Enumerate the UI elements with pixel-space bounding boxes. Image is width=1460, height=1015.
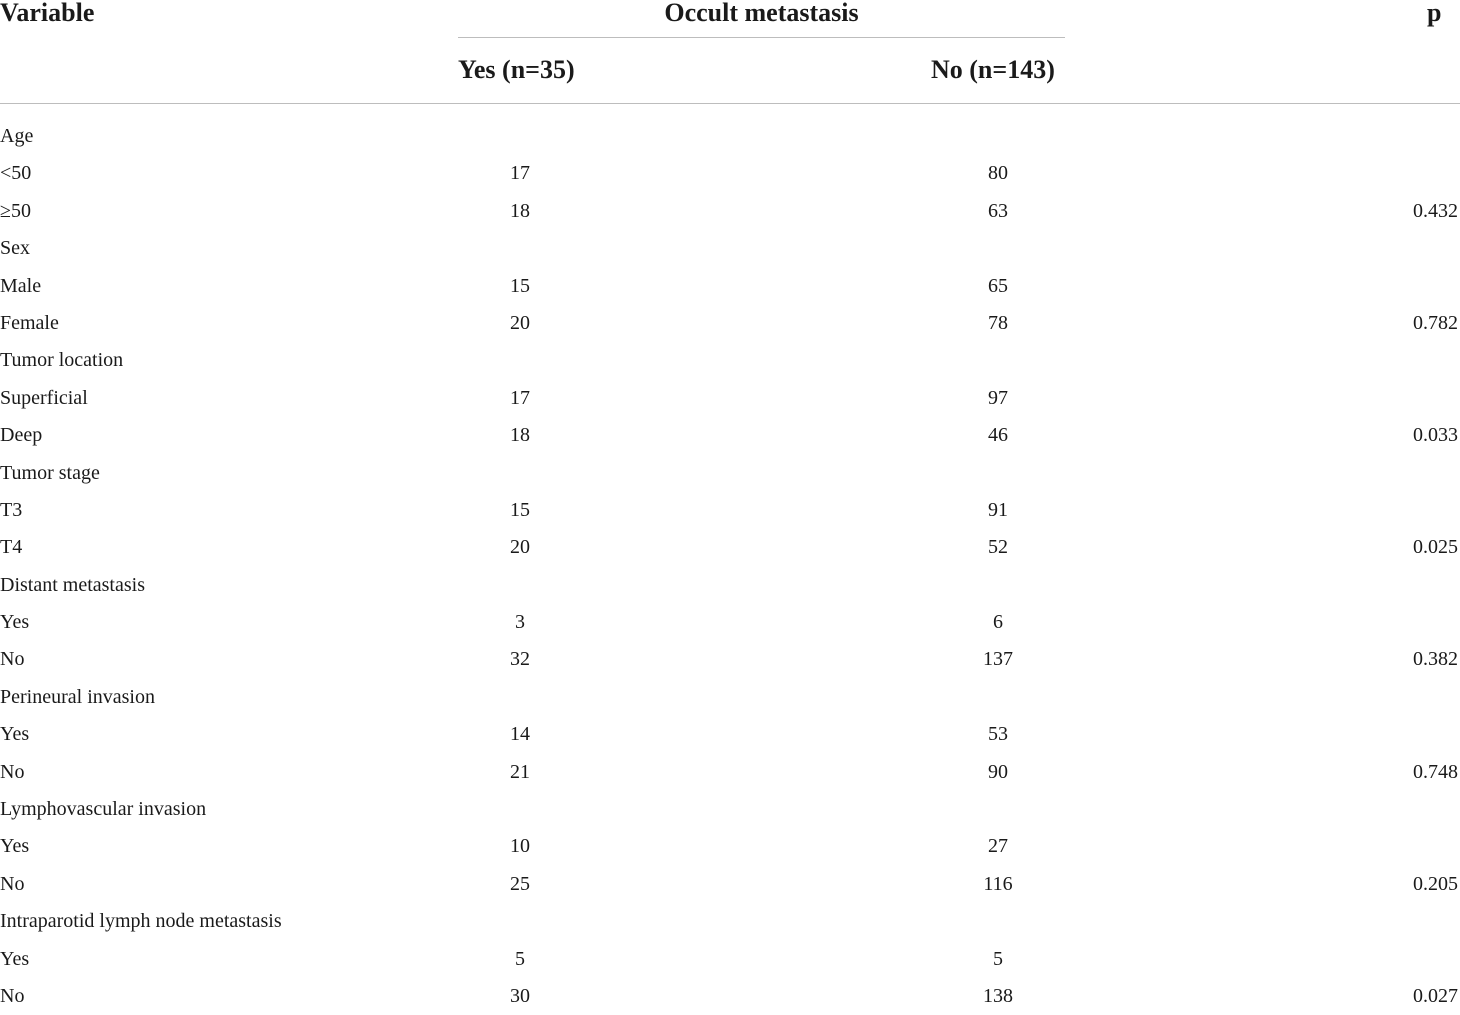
row-label: Perineural invasion [0,685,155,708]
group-header-divider [458,37,1065,38]
cell-no: 6 [993,611,1003,634]
table-row [0,268,1460,305]
table-row [0,455,1460,492]
row-label: Superficial [0,386,88,409]
cell-p-value: 0.382 [1413,648,1458,671]
row-label: Deep [0,424,43,447]
row-label: Distant metastasis [0,573,145,596]
row-label: No [0,648,25,671]
table-row [0,754,1460,791]
table-row [0,305,1460,342]
cell-yes: 25 [510,872,530,895]
table-row [0,866,1460,903]
table-row [0,828,1460,865]
row-label: Sex [0,237,30,260]
cell-p-value: 0.027 [1413,984,1458,1007]
cell-no: 137 [983,648,1013,671]
table-row [0,230,1460,267]
table-row [0,903,1460,940]
cell-no: 46 [988,424,1008,447]
table-row [0,118,1460,155]
row-label: Male [0,274,42,297]
cell-no: 78 [988,311,1008,334]
table-row [0,716,1460,753]
row-label: Tumor stage [0,461,100,484]
cell-yes: 20 [510,311,530,334]
row-label: No [0,760,25,783]
column-group-header-occult-metastasis: Occult metastasis [664,0,859,27]
row-label: Tumor location [0,349,124,372]
cell-no: 63 [988,199,1008,222]
table-row [0,941,1460,978]
table-body [0,118,1460,1015]
table-row [0,492,1460,529]
row-label: ≥50 [0,199,31,222]
row-label: No [0,984,25,1007]
cell-p-value: 0.033 [1413,424,1458,447]
cell-no: 138 [983,984,1013,1007]
cell-p-value: 0.748 [1413,760,1458,783]
row-label: Yes [0,611,30,634]
table-row [0,978,1460,1015]
row-label: Yes [0,947,30,970]
table-row [0,679,1460,716]
row-label: T4 [0,536,23,559]
row-label: No [0,872,25,895]
row-label: Age [0,125,34,147]
cell-yes: 18 [510,199,530,222]
column-header-no: No (n=143) [931,55,1055,84]
cell-no: 27 [988,835,1008,858]
cell-no: 80 [988,162,1008,185]
cell-yes: 15 [510,274,530,297]
table-row [0,155,1460,192]
cell-p-value: 0.025 [1413,536,1458,559]
cell-p-value: 0.782 [1413,311,1458,334]
cell-yes: 17 [510,386,530,409]
row-label: Intraparotid lymph node metastasis [0,910,282,933]
cell-yes: 10 [510,835,530,858]
table-row [0,342,1460,379]
table-row [0,380,1460,417]
cell-no: 65 [988,274,1008,297]
column-header-yes: Yes (n=35) [458,55,575,84]
header-divider [0,103,1460,104]
column-header-variable: Variable [0,0,95,27]
table-row [0,604,1460,641]
cell-yes: 17 [510,162,530,185]
cell-yes: 5 [515,947,525,970]
cell-yes: 18 [510,424,530,447]
row-label: Female [0,311,59,334]
table-row [0,791,1460,828]
cell-yes: 3 [515,611,525,634]
cell-no: 53 [988,723,1008,746]
cell-yes: 15 [510,498,530,521]
row-label: <50 [0,162,32,185]
table-row [0,567,1460,604]
cell-yes: 14 [510,723,530,746]
cell-no: 90 [988,760,1008,783]
cell-no: 91 [988,498,1008,521]
column-header-p: p [1427,0,1442,27]
cell-no: 97 [988,386,1008,409]
cell-p-value: 0.432 [1413,199,1458,222]
cell-no: 5 [993,947,1003,970]
row-label: T3 [0,498,23,521]
cell-yes: 32 [510,648,530,671]
cell-p-value: 0.205 [1413,872,1458,895]
row-label: Lymphovascular invasion [0,798,207,821]
row-label: Yes [0,723,30,746]
cell-no: 116 [983,872,1013,895]
cell-no: 52 [988,536,1008,559]
cell-yes: 20 [510,536,530,559]
cell-yes: 30 [510,984,530,1007]
cell-yes: 21 [510,760,530,783]
row-label: Yes [0,835,30,858]
table-row [0,641,1460,678]
table-row [0,529,1460,566]
table-row [0,193,1460,230]
table-row [0,417,1460,454]
